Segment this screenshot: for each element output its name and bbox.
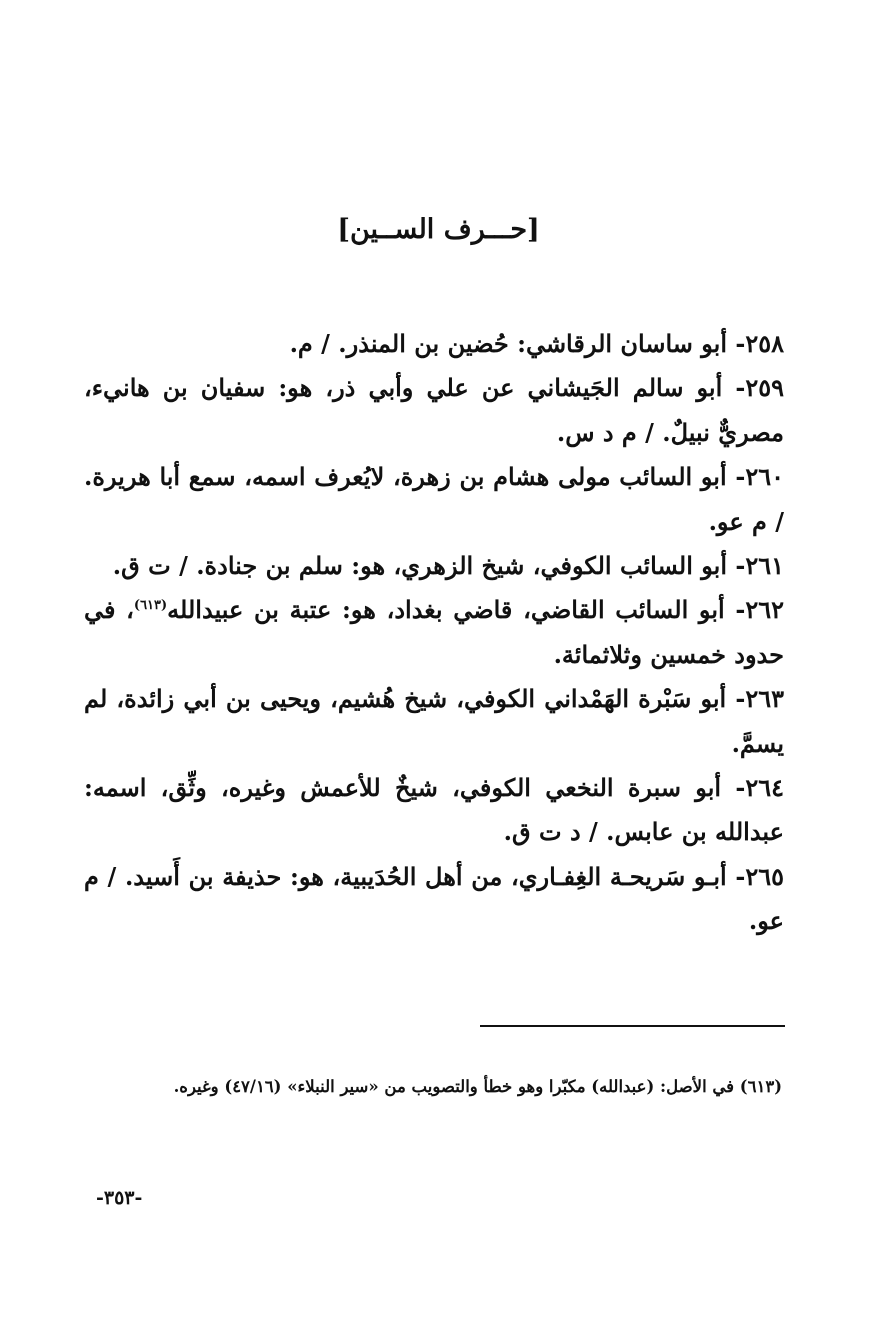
entry-text: أبو سبرة النخعي الكوفي، شيخٌ للأعمش وغيره، وثِّق، اسمه: عبدالله بن عابس. / د ت ق. [84, 773, 784, 847]
page-number: -٣٥٣- [96, 1187, 143, 1209]
entry-text: أبو سالم الجَيشاني عن علي وأبي ذر، هو: سفيان بن هانيء، مصريٌّ نبيلٌ. / م د س. [84, 373, 784, 447]
entry-text: أبو ساسان الرقاشي: حُضين بن المنذر. / م. [289, 329, 727, 358]
entry-text: أبو السائب القاضي، قاضي بغداد، هو: عتبة بن عبيدالله [167, 595, 725, 625]
entry-number: ٢٥٨ [745, 329, 784, 358]
footnote-divider [480, 1025, 785, 1027]
entry-text: أبـو سَريحـة الغِفـاري، من أهل الحُدَيبية، هو: حذيفة بن أَسيد. / م عو. [84, 861, 784, 936]
entry-261: ٢٦١- أبو السائب الكوفي، شيخ الزهري، هو: سلم بن جنادة. / ت ق. [112, 551, 784, 581]
entry-text: أبو سَبْرة الهَمْداني الكوفي، شيخ هُشيم، ويحيى بن أبي زائدة، لم يسمَّ. [84, 684, 784, 758]
section-heading: [حـــرف الســين] [337, 214, 540, 245]
entry-number: ٢٦٥ [745, 861, 784, 891]
entry-text: أبو السائب مولى هشام بن زهرة، لايُعرف اسمه، سمع أبا هريرة. / م عو. [84, 462, 784, 536]
entry-text: أبو السائب الكوفي، شيخ الزهري، هو: سلم بن جنادة. / ت ق. [112, 551, 727, 581]
entry-259: ٢٥٩- أبو سالم الجَيشاني عن علي وأبي ذر، هو: سفيان بن هانيء، مصريٌّ نبيلٌ. / م د س. [84, 373, 784, 447]
entry-258: ٢٥٨- أبو ساسان الرقاشي: حُضين بن المنذر. / م. [289, 329, 784, 358]
entries-list [84, 322, 784, 944]
footnote-613: (٦١٣) في الأصل: (عبدالله) مكبّرا وهو خطأ والتصويب من «سير النبلاء» (٤٧/١٦) وغيره. [173, 1077, 782, 1096]
entry-262: ٢٦٢- أبو السائب القاضي، قاضي بغداد، هو: عتبة بن عبيدالله$^{(٦١٣)}$، في حدود خمسين وثلاثمائة. [84, 595, 784, 669]
entry-265: ٢٦٥- أبـو سَريحـة الغِفـاري، من أهل الحُدَيبية، هو: حذيفة بن أَسيد. / م عو. [84, 861, 784, 936]
entry-number: ٢٦٠ [745, 462, 784, 492]
entry-number: ٢٦١ [745, 551, 784, 581]
entry-263: ٢٦٣- أبو سَبْرة الهَمْداني الكوفي، شيخ هُشيم، ويحيى بن أبي زائدة، لم يسمَّ. [84, 684, 784, 758]
entry-264: ٢٦٤- أبو سبرة النخعي الكوفي، شيخٌ للأعمش وغيره، وثِّق، اسمه: عبدالله بن عابس. / د ت ق. [84, 773, 784, 847]
entry-number: ٢٦٤ [745, 773, 784, 803]
footnote-reference: (٦١٣) [133, 598, 168, 614]
entry-number: ٢٦٣ [745, 684, 784, 714]
entry-number: ٢٥٩ [745, 373, 784, 403]
entry-text-continued: ، في حدود خمسين وثلاثمائة. [84, 595, 784, 669]
entry-number: ٢٦٢ [745, 595, 784, 625]
entry-260: ٢٦٠- أبو السائب مولى هشام بن زهرة، لايُعرف اسمه، سمع أبا هريرة. / م عو. [84, 462, 784, 536]
